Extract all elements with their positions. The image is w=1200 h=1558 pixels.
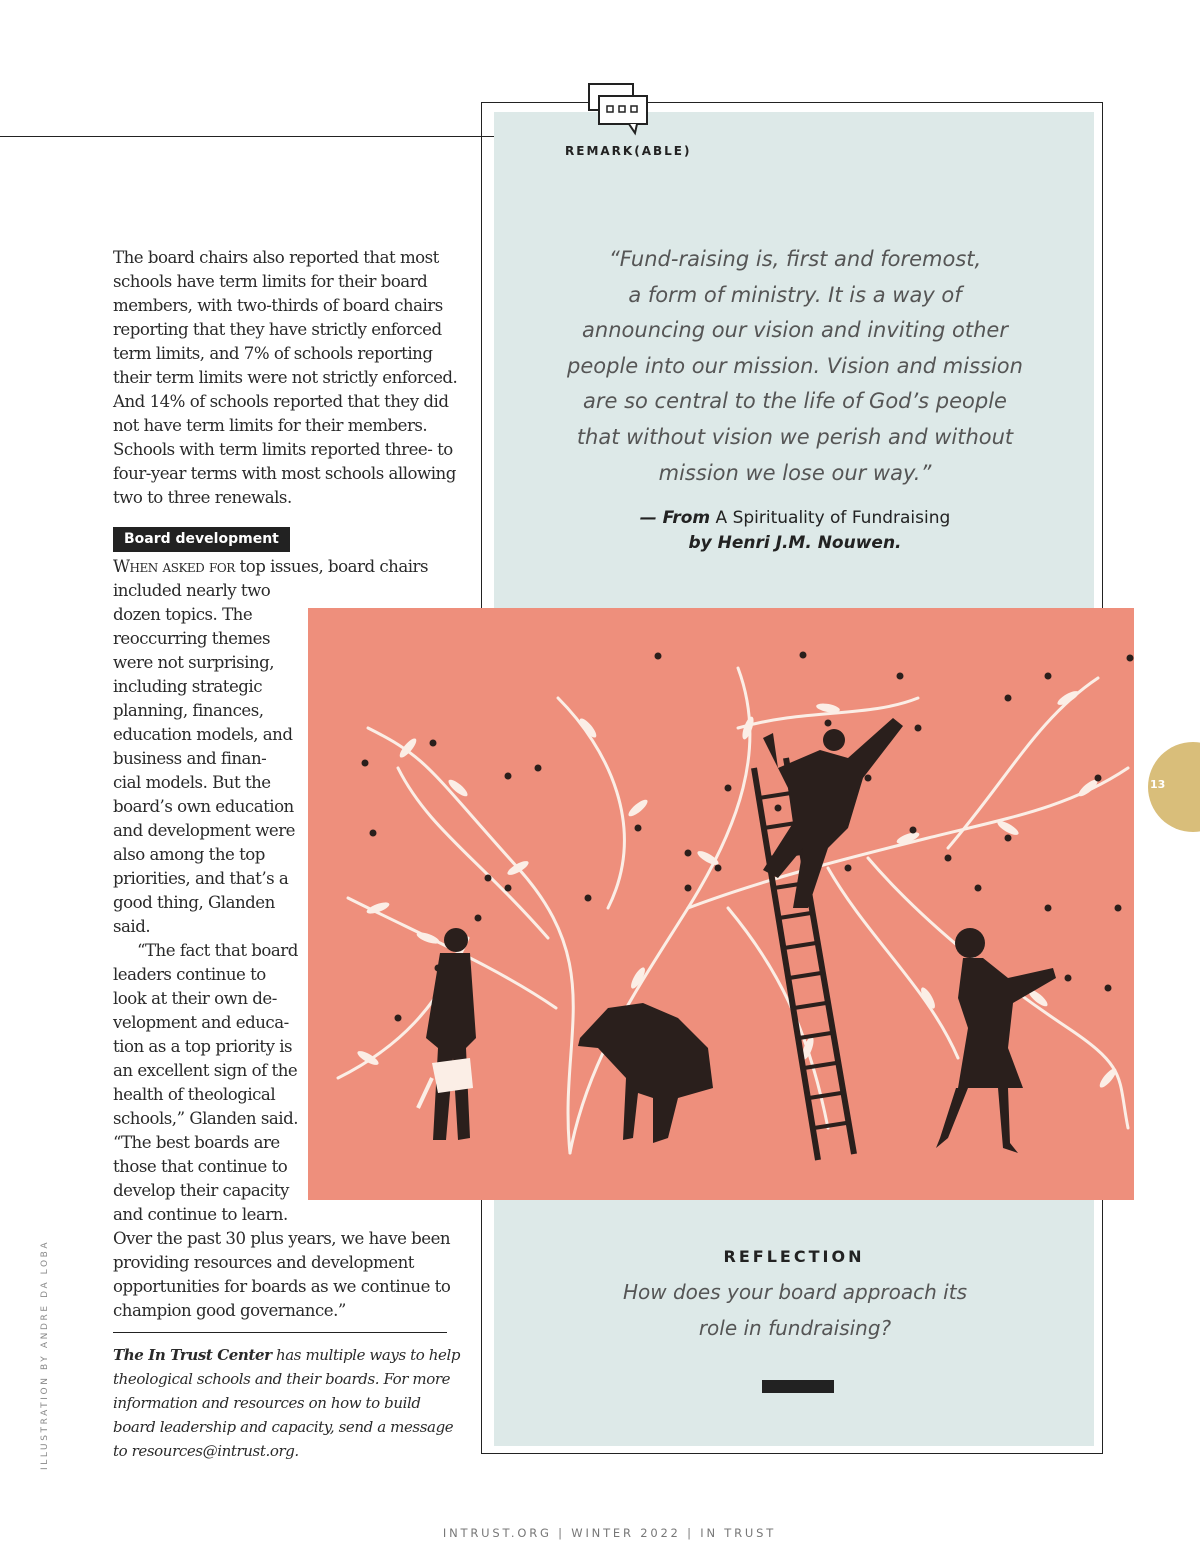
end-bar xyxy=(762,1380,834,1393)
text-line: said. xyxy=(113,917,151,936)
top-rule xyxy=(0,136,495,137)
text-line: look at their own de- xyxy=(113,989,277,1008)
illustration-credit: ILLUSTRATION BY ANDRE DA LOBA xyxy=(40,1239,50,1470)
quote-line: “Fund-raising is, first and foremost, xyxy=(608,247,982,271)
text-line: health of theological xyxy=(113,1085,276,1104)
text-line: “The best boards are xyxy=(113,1133,280,1152)
text-line: members, with two-thirds of board chairs xyxy=(113,296,443,315)
lead-in-rest: top issues, board chairs xyxy=(234,557,428,576)
text-line: and development were xyxy=(113,821,295,840)
text-line: term limits, and 7% of schools reporting xyxy=(113,344,433,363)
attribution-book: A Spirituality of Fundraising xyxy=(715,508,951,528)
text-line: velopment and educa- xyxy=(113,1013,289,1032)
email-link[interactable]: to resources@intrust.org. xyxy=(113,1442,299,1460)
text-line: priorities, and that’s a xyxy=(113,869,289,888)
text-line: develop their capacity xyxy=(113,1181,289,1200)
quote-line: that without vision we perish and without xyxy=(576,424,1014,449)
text-line: opportunities for boards as we continue to xyxy=(113,1277,451,1296)
text-line: not have term limits for their members. xyxy=(113,416,428,435)
text-line: business and finan- xyxy=(113,749,267,768)
text-line: champion good governance.” xyxy=(113,1301,346,1320)
text-line: an excellent sign of the xyxy=(113,1061,298,1080)
text-line: tion as a top priority is xyxy=(113,1037,293,1056)
pull-quote xyxy=(540,242,1050,491)
text-line: board leadership and capacity, send a message xyxy=(113,1418,454,1436)
speech-bubble-icon xyxy=(585,82,651,136)
text-line: Schools with term limits reported three- to xyxy=(113,440,453,459)
closing-note xyxy=(113,1343,461,1463)
section-heading: Board development xyxy=(113,527,290,552)
text-line: leaders continue to xyxy=(113,965,266,984)
text-line: And 14% of schools reported that they did xyxy=(113,392,449,411)
sidebar-label: REMARK(ABLE) xyxy=(565,144,692,158)
attribution-prefix: — From xyxy=(639,508,711,528)
lead-in: When asked for xyxy=(113,557,235,576)
text-line: their term limits were not strictly enforced. xyxy=(113,368,458,387)
reflection-label: REFLECTION xyxy=(723,1247,865,1266)
closing-bold: The In Trust Center xyxy=(113,1346,272,1364)
text-line: four-year terms with most schools allowing xyxy=(113,464,456,483)
text-line: education models, and xyxy=(113,725,293,744)
text-line: board’s own education xyxy=(113,797,294,816)
reflection-line: role in fundraising? xyxy=(698,1316,892,1340)
article-paragraph-main xyxy=(113,555,453,1323)
closing-rule xyxy=(113,1332,447,1333)
text-line: and continue to learn. xyxy=(113,1205,288,1224)
reflection-question xyxy=(540,1274,1050,1346)
quote-line: mission we lose our way.” xyxy=(658,460,932,485)
text-line: also among the top xyxy=(113,845,265,864)
text-line: Over the past 30 plus years, we have been xyxy=(113,1229,451,1248)
text-line xyxy=(113,1343,461,1367)
article-paragraph-top xyxy=(113,246,458,510)
quote-attribution xyxy=(540,506,1050,556)
text-line: reoccurring themes xyxy=(113,629,271,648)
text-line: were not surprising, xyxy=(113,653,275,672)
text-line: two to three renewals. xyxy=(113,488,292,507)
quote-line: people into our mission. Vision and mission xyxy=(567,353,1023,378)
text-line: good thing, Glanden xyxy=(113,893,275,912)
quote-line: a form of ministry. It is a way of xyxy=(628,282,962,307)
text-line: providing resources and development xyxy=(113,1253,414,1272)
text-line: schools,” Glanden said. xyxy=(113,1109,298,1128)
text-line: planning, finances, xyxy=(113,701,264,720)
text-line: included nearly two xyxy=(113,581,271,600)
text-line: The board chairs also reported that most xyxy=(113,248,439,267)
text-line: cial models. But the xyxy=(113,773,271,792)
quote-line: are so central to the life of God’s people xyxy=(583,389,1007,414)
text-line: schools have term limits for their board xyxy=(113,272,428,291)
text-line: those that continue to xyxy=(113,1157,288,1176)
page-number: 13 xyxy=(1150,778,1166,791)
text-line: “The fact that board xyxy=(137,941,298,960)
text-line: theological schools and their boards. For more xyxy=(113,1370,451,1388)
text-line: information and resources on how to build xyxy=(113,1394,421,1412)
text-line: reporting that they have strictly enforced xyxy=(113,320,442,339)
closing-first-rest: has multiple ways to help xyxy=(271,1346,461,1364)
quote-line: announcing our vision and inviting other xyxy=(582,318,1008,343)
attribution-author: by Henri J.M. Nouwen. xyxy=(688,533,902,553)
text-line: including strategic xyxy=(113,677,263,696)
reflection-line: How does your board approach its xyxy=(622,1280,967,1304)
text-line xyxy=(113,555,453,579)
text-line: dozen topics. The xyxy=(113,605,253,624)
page-footer: INTRUST.ORG | WINTER 2022 | IN TRUST xyxy=(442,1526,777,1540)
